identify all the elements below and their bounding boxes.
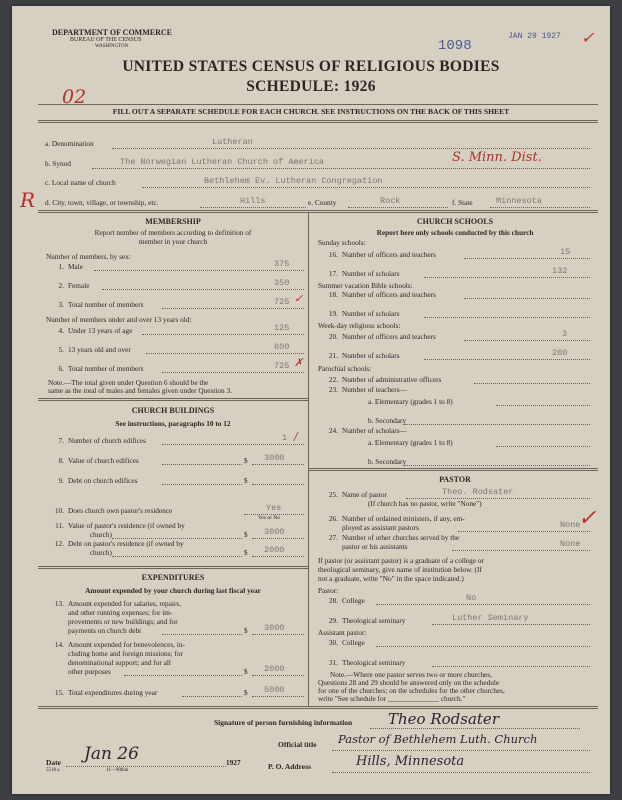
denomination-label: a. Denomination [45, 139, 94, 148]
membership-note-2: same as the total of males and females given under Question 3. [48, 386, 232, 395]
q27-value: None [560, 539, 581, 549]
q15-row: 15. Total expenditures during year [54, 688, 158, 697]
census-form-page [12, 6, 610, 794]
red-checkmark-icon: ✓ [581, 28, 595, 47]
q13-line-3: provements or new buildings; and for [68, 617, 178, 626]
q25-note: (If church has no pastor, write "None") [368, 499, 482, 508]
church-buildings-sub: See instructions, paragraphs 10 to 12 [115, 419, 231, 428]
local-name-value: Bethlehem Ev. Lutheran Congregation [204, 176, 383, 186]
city-label: WASHINGTON [95, 44, 129, 49]
instruction-banner: FILL OUT A SEPARATE SCHEDULE FOR EACH CHURCH. SEE INSTRUCTIONS ON THE BACK OF THIS SHEET [112, 107, 510, 116]
q6-row: 6. Total number of members [58, 364, 144, 373]
q8-dollar: $ [244, 456, 248, 465]
expenditures-sub: Amount expended by your church during last fiscal year [85, 586, 261, 595]
q21-value: 200 [552, 348, 568, 358]
q29-row: 29. Theological seminary [328, 616, 406, 625]
parochial-schools-label: Parochial schools: [318, 364, 372, 373]
form-number: 5518 a [46, 768, 60, 773]
signature-value: Theo Rodsater [388, 710, 499, 728]
q13-dollar: $ [244, 626, 248, 635]
pastor-sub-label: Pastor: [318, 586, 339, 595]
q6-value: 725 [274, 361, 290, 371]
q12-value: 2000 [264, 545, 285, 555]
q7-row: 7. Number of church edifices [58, 436, 147, 445]
q25-value: Theo. Rodsater [442, 487, 514, 497]
q11-row: 11. Value of pastor's residence (if owned by [55, 521, 185, 530]
q12-dollar: $ [244, 548, 248, 557]
po-address-value: Hills, Minnesota [356, 754, 465, 769]
membership-heading: MEMBERSHIP [145, 217, 201, 226]
red-handwritten-code: 02 [62, 86, 87, 108]
membership-intro-2: member in your church [138, 237, 208, 246]
q7-value: 1 [282, 433, 288, 443]
church-buildings-heading: CHURCH BUILDINGS [131, 406, 215, 415]
q31-row: 31. Theological seminary [328, 658, 406, 667]
pastor-note-2: Questions 28 and 29 should be answered only on the schedule [318, 678, 500, 687]
date-received-stamp: JAN 29 1927 [508, 32, 561, 41]
q3-check-icon: ✓ [294, 292, 304, 305]
weekday-schools-label: Week-day religious schools: [318, 321, 401, 330]
q6-x-mark-icon: ✗ [294, 356, 304, 369]
graduate-instr-3: not a graduate, write "No" in the space indicated.) [318, 574, 464, 583]
official-title-value: Pastor of Bethlehem Luth. Church [338, 732, 538, 746]
membership-intro-1: Report number of members according to definition of [94, 228, 252, 237]
q12-row-2: church) [89, 548, 112, 557]
graduate-instr-2: theological seminary, give name of institution below. (If [318, 565, 482, 574]
signature-label: Signature of person furnishing information [214, 718, 353, 727]
q7-check-icon: / [294, 430, 298, 443]
yes-no-hint: Yes or No [258, 515, 281, 521]
expenditures-heading: EXPENDITURES [141, 573, 205, 582]
q14-value: 2000 [264, 664, 285, 674]
city-label: d. City, town, village, or township, etc. [45, 198, 159, 207]
q23b-row: b. Secondary [368, 416, 407, 425]
date-label: Date [46, 758, 61, 767]
q13-row: 13. Amount expended for salaries, repairs, [54, 599, 182, 608]
official-title-label: Official title [278, 740, 317, 749]
q12-row: 12. Debt on pastor's residence (if owned by [54, 539, 184, 548]
q13-line-2: and other running expenses; for im- [68, 608, 173, 617]
denomination-value: Lutheran [212, 137, 253, 147]
q16-value: 15 [560, 247, 571, 257]
q3-value: 725 [274, 297, 290, 307]
q14-line-3: denominational support; and for all [68, 658, 171, 667]
q4-value: 125 [274, 323, 290, 333]
pastor-note-3: for one of the churches; on the schedules for the other churches, [318, 686, 505, 695]
q26-line-2: ployed as assistant pastors [342, 523, 419, 532]
q30-row: 30. College [328, 638, 365, 647]
q27-line-2: pastor or his assistants [342, 542, 408, 551]
q19-row: 19. Number of scholars [328, 309, 400, 318]
q23-row: 23. Number of teachers— [328, 385, 407, 394]
q2-row: 2. Female [58, 281, 90, 290]
q27-row: 27. Number of other churches served by the [328, 533, 460, 542]
pastor-note-1: Note.—Where one pastor serves two or more churches, [330, 670, 492, 679]
q14-dollar: $ [244, 667, 248, 676]
q24b-row: b. Secondary [368, 457, 407, 466]
q13-value: 3000 [264, 623, 285, 633]
state-label: f. State [452, 198, 473, 207]
q20-value: 3 [562, 329, 568, 339]
q18-row: 18. Number of officers and teachers [328, 290, 436, 299]
q15-value: 5000 [264, 685, 285, 695]
membership-note-1: Note.—The total given under Question 6 should be the [48, 378, 209, 387]
q9-row: 9. Debt on church edifices [58, 476, 138, 485]
q20-row: 20. Number of officers and teachers [328, 332, 436, 341]
q2-value: 350 [274, 278, 290, 288]
form-title: UNITED STATES CENSUS OF RELIGIOUS BODIES [122, 58, 500, 75]
church-schools-sub: Report here only schools conducted by this church [376, 228, 534, 237]
q8-row: 8. Value of church edifices [58, 456, 139, 465]
county-value: Rock [380, 196, 401, 206]
q9-dollar: $ [244, 476, 248, 485]
q4-row: 4. Under 13 years of age [58, 326, 133, 335]
county-label: e. County [308, 198, 337, 207]
q14-line-2: cluding home and foreign missions; for [68, 649, 183, 658]
synod-value: The Norwegian Lutheran Church of America [120, 157, 325, 167]
members-by-sex-label: Number of members, by sex: [46, 252, 131, 261]
print-number: 11—9084a [106, 768, 129, 773]
q17-value: 132 [552, 266, 568, 276]
date-value: Jan 26 [84, 744, 139, 764]
q25-row: 25. Name of pastor [328, 490, 387, 499]
q15-dollar: $ [244, 688, 248, 697]
bureau-label: BUREAU OF THE CENSUS [70, 37, 142, 43]
q17-row: 17. Number of scholars [328, 269, 400, 278]
q22-row: 22. Number of administrative officers [328, 375, 442, 384]
q1-value: 375 [274, 259, 290, 269]
q28-value: No [466, 593, 477, 603]
q10-row: 10. Does church own pastor's residence [54, 506, 173, 515]
q11-value: 3000 [264, 527, 285, 537]
q11-row-2: church) [89, 530, 112, 539]
po-address-label: P. O. Address [268, 762, 311, 771]
q14-row: 14. Amount expended for benevolences, in- [54, 640, 185, 649]
q28-row: 28. College [328, 596, 365, 605]
q26-value: None [560, 520, 581, 530]
q26-row: 26. Number of ordained ministers, if any, em- [328, 514, 465, 523]
department-label: DEPARTMENT OF COMMERCE [52, 28, 173, 37]
synod-label: b. Synod [45, 159, 71, 168]
pastor-heading: PASTOR [439, 475, 471, 484]
q24a-row: a. Elementary (grades 1 to 8) [368, 438, 453, 447]
q5-value: 600 [274, 342, 290, 352]
q1-row: 1. Male [58, 262, 83, 271]
q11-dollar: $ [244, 530, 248, 539]
q10-value: Yes [266, 503, 282, 513]
synod-district-handwritten: S. Minn. Dist. [452, 150, 542, 165]
assistant-pastor-label: Assistant pastor: [318, 628, 367, 637]
graduate-instr-1: If pastor (or assistant pastor) is a graduate of a college or [318, 556, 484, 565]
q23a-row: a. Elementary (grades 1 to 8) [368, 397, 453, 406]
pastor-note-4: write "See schedule for ______________ church." [318, 694, 466, 703]
local-name-label: c. Local name of church [45, 178, 116, 187]
year-value: 1927 [226, 758, 241, 767]
q24-row: 24. Number of scholars— [328, 426, 407, 435]
q13-line-4: payments on church debt [68, 626, 142, 635]
q16-row: 16. Number of officers and teachers [328, 250, 436, 259]
q14-line-4: other purposes [68, 667, 111, 676]
church-schools-heading: CHURCH SCHOOLS [416, 217, 494, 226]
q5-row: 5. 13 years old and over [58, 345, 131, 354]
received-number-stamp: 1098 [438, 38, 472, 54]
q29-value: Luther Seminary [452, 613, 529, 623]
form-subtitle: SCHEDULE: 1926 [246, 78, 376, 95]
q8-value: 3000 [264, 453, 285, 463]
pastor-red-check-icon: ✓ [578, 506, 597, 531]
state-value: Minnesota [496, 196, 542, 206]
members-by-age-label: Number of members under and over 13 years old: [46, 315, 192, 324]
q21-row: 21. Number of scholars [328, 351, 400, 360]
sunday-schools-label: Sunday schools: [318, 238, 366, 247]
city-value: Hills [240, 196, 266, 206]
q3-row: 3. Total number of members [58, 300, 144, 309]
red-r-mark: R [20, 188, 36, 212]
summer-schools-label: Summer vacation Bible schools: [318, 281, 413, 290]
